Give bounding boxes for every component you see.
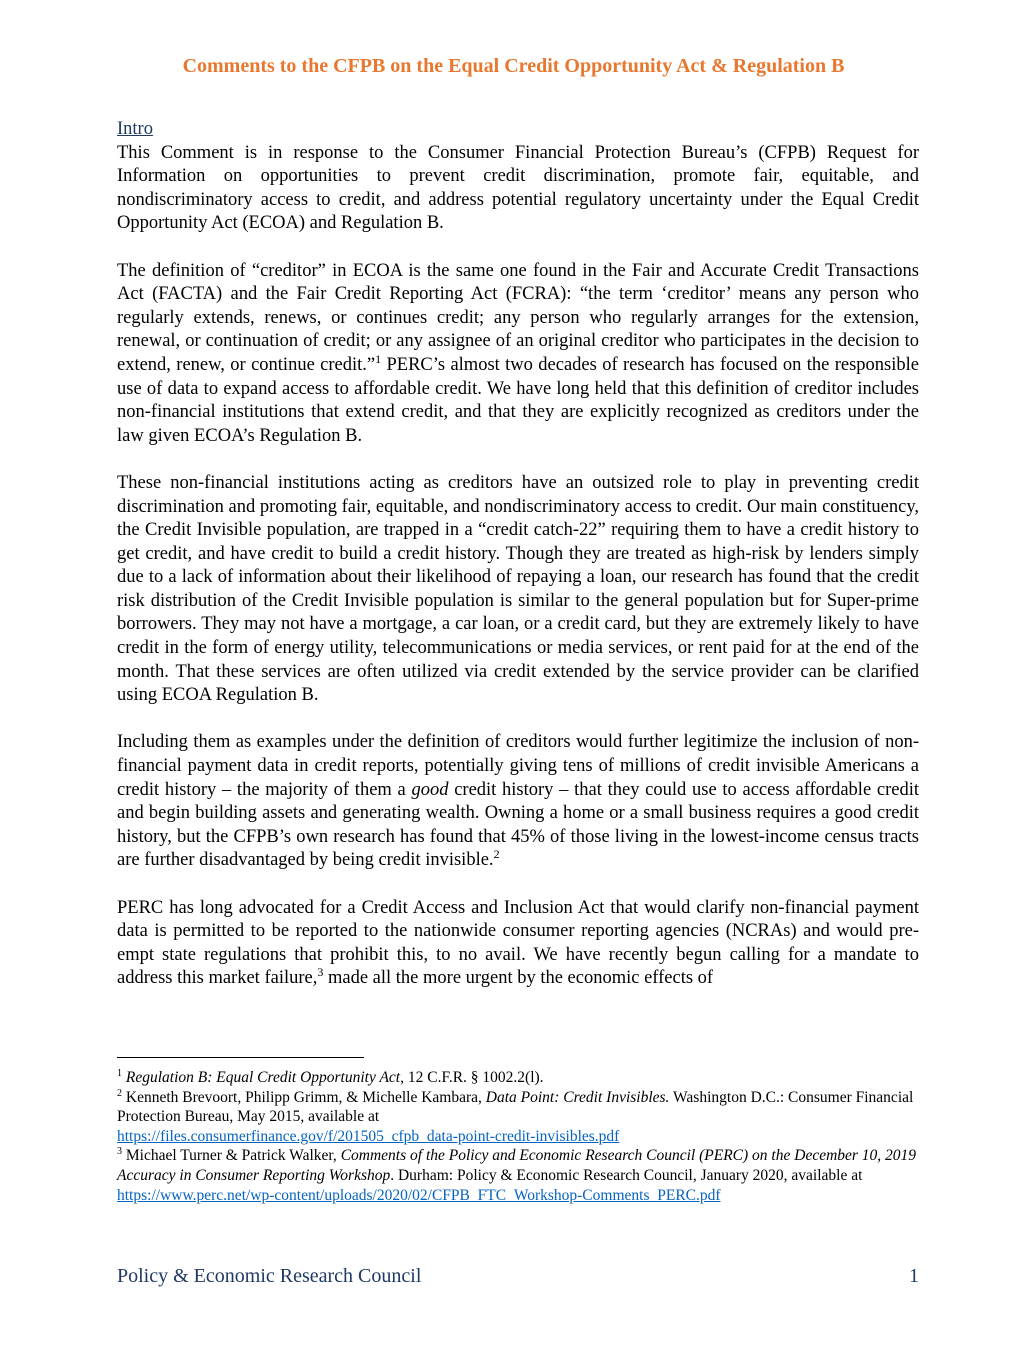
footnote-3-link[interactable]: https://www.perc.net/wp-content/uploads/2020/02/CFPB_FTC_Workshop-Comments_PERC.pdf [117,1186,721,1204]
paragraph-5-text-a: PERC has long advocated for a Credit Access and Inclusion Act that would clarify non-financial payment data is permitted to be reported to the nationwide consumer reporting agencies (NCRAs) and would pre-empt state regulations that prohibit this, to no avail. We have recently begun calling for a mandate to address this market failure, [117,897,919,989]
paragraph-2-text-a: The definition of “creditor” in ECOA is the same one found in the Fair and Accurate Credit Transactions Act (FACTA) and the Fair Credit Reporting Act (FCRA): “the term ‘creditor’ means any person who regularly extends, renews, or continues credit; any person who regularly arranges for the extension, renewal, or continuation of credit; or any assignee of an original creditor who participates in the decision to extend, renew, or continue credit.” [117,260,919,375]
section-heading-intro: Intro [117,119,153,139]
footnote-ref-2[interactable]: 2 [493,847,500,862]
paragraph-1-text: This Comment is in response to the Consumer Financial Protection Bureau’s (CFPB) Request for Information on opportunities to prevent credit discrimination, promote fair, equitable, and nondiscriminatory access to credit, and address potential regulatory uncertainty under the Equal Credit Opportunity Act (ECOA) and Regulation B. [117,142,919,234]
footnote-1-text: , 12 C.F.R. § 1002.2(l). [400,1069,544,1086]
paragraph-4-text-a: Including them as examples under the definition of creditors would further legitimize the inclusion of non-financial payment data in credit reports, potentially giving tens of millions of credit invisible Americans a credit history – the majority of them a [117,732,919,800]
footer-organization: Policy & Economic Research Council [117,1265,422,1287]
paragraph-3-text: These non-financial institutions acting as creditors have an outsized role to play in preventing credit discrimination and promoting fair, equitable, and nondiscriminatory access to credit. Our main constituency, the Credit Invisible population, are trapped in a “credit catch-22” requiring them to have a credit history to get credit, and have credit to build a credit history. Though they are treated as high-risk by lenders simply due to a lack of information about their likelihood of repaying a loan, our research has found that the credit risk distribution of the Credit Invisible population is similar to the general population but for Super-prime borrowers. They may not have a mortgage, a car loan, or a credit card, but they are extremely likely to have credit in the form of energy utility, telecommunications or media services, or rent paid for at the end of the month. That these services are often utilized via credit extended by the service provider can be clarified using ECOA Regulation B. [117,472,919,706]
paragraph-2-text-b: PERC’s almost two decades of research has focused on the responsible use of data to expand access to affordable credit. We have long held that this definition of creditor includes non-financial institutions that extend credit, and that they are explicitly recognized as creditors under the law given ECOA’s Regulation B. [117,354,919,446]
paragraph-5 [117,897,919,991]
page-title: Comments to the CFPB on the Equal Credit Opportunity Act & Regulation B [182,55,845,77]
footnote-1 [117,1068,919,1088]
footnote-3-authors: Michael Turner & Patrick Walker, [122,1147,341,1165]
footnote-2-text: Washington D.C.: Consumer Financial Protection Bureau, May 2015, available at [117,1088,914,1126]
footnote-3-number: 3 [117,1146,122,1158]
footnote-separator [117,1057,364,1058]
paragraph-1 [117,142,919,236]
paragraph-4-text-b: credit history – that they could use to access affordable credit and begin building assets and generating wealth. Owning a home or a small business requires a good credit history, but the CFPB’s own research has found that 45% of those living in the lowest-income census tracts are further disadvantaged by being credit invisible. [117,779,919,871]
footnote-2 [117,1088,919,1147]
footnote-ref-3[interactable]: 3 [317,965,324,980]
footnote-1-title: Regulation B: Equal Credit Opportunity Act [125,1069,401,1086]
footnote-2-title: Data Point: Credit Invisibles. [485,1088,670,1106]
document-body [117,118,919,991]
page-footer [117,1264,919,1288]
footnote-2-link[interactable]: https://files.consumerfinance.gov/f/201505_cfpb_data-point-credit-invisibles.pdf [117,1127,620,1145]
paragraph-3 [117,472,919,708]
footnote-ref-1[interactable]: 1 [375,351,382,366]
paragraph-4-emphasis: good [411,779,449,800]
footnotes [117,1068,919,1205]
footnote-2-authors: Kenneth Brevoort, Philipp Grimm, & Michelle Kambara, [122,1088,486,1106]
footnote-3-text: . Durham: Policy & Economic Research Council, January 2020, available at [390,1166,863,1184]
paragraph-2 [117,260,919,449]
paragraph-4 [117,731,919,873]
footnote-1-number: 1 [117,1067,122,1079]
footnote-3-title: Comments of the Policy and Economic Research Council (PERC) on the December 10, 2019 Accuracy in Consumer Reporting Workshop [117,1147,917,1184]
page-number: 1 [909,1265,919,1287]
paragraph-5-text-b: made all the more urgent by the economic effects of [323,968,714,989]
footnote-2-number: 2 [117,1087,122,1099]
footnote-3 [117,1146,919,1205]
